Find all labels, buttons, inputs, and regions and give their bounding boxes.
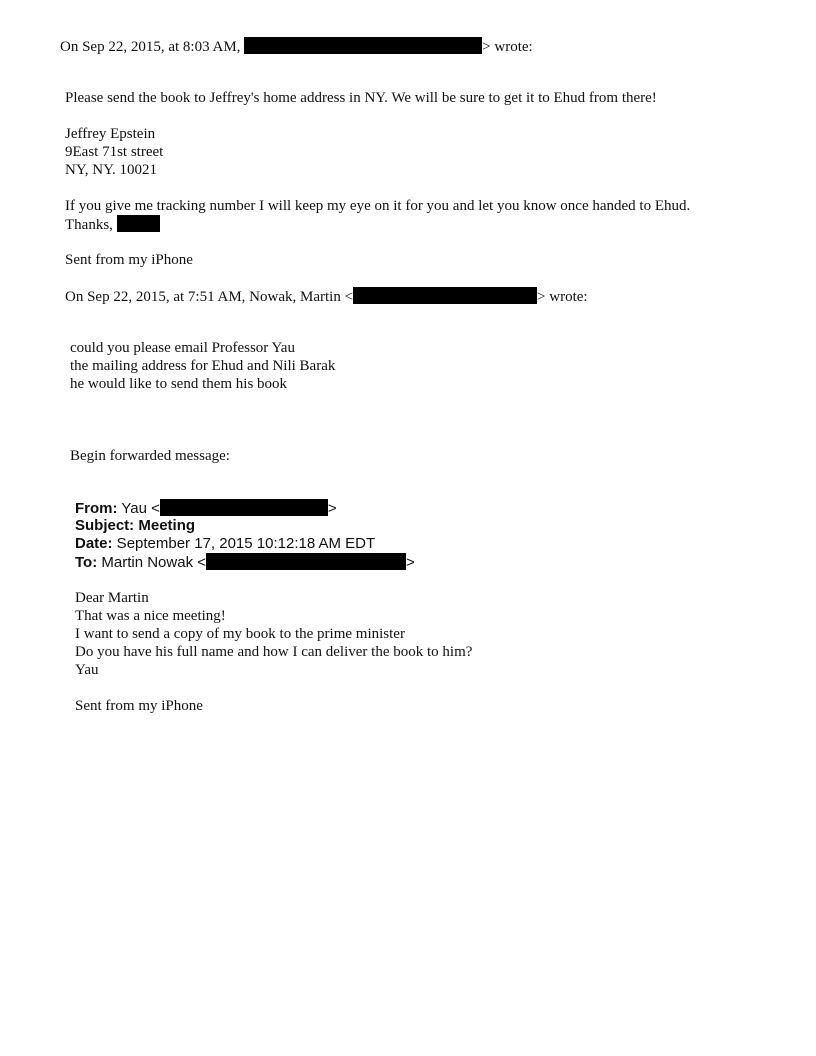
date-label: Date: — [75, 535, 113, 552]
reply2-line: could you please email Professor Yau — [70, 340, 295, 356]
forwarded-body-line: That was a nice meeting! — [75, 608, 226, 624]
reply1-header-suffix: > wrote: — [482, 39, 533, 55]
address-city: NY, NY. 10021 — [65, 162, 157, 178]
to-value-prefix: Martin Nowak < — [97, 554, 207, 571]
forwarded-body-line: Do you have his full name and how I can deliver the book to him? — [75, 644, 473, 660]
forwarded-body-line: Yau — [75, 662, 99, 678]
to-value-suffix: > — [406, 554, 415, 571]
reply1-body-line: Please send the book to Jeffrey's home address in NY. We will be sure to get it to Ehud from there! — [65, 90, 657, 106]
address-name: Jeffrey Epstein — [65, 126, 156, 142]
forwarded-subject — [75, 517, 195, 535]
thanks-line — [65, 215, 160, 234]
forwarded-date — [75, 535, 375, 553]
subject-value: Meeting — [134, 517, 196, 534]
forwarded-from — [75, 499, 337, 518]
reply1-signature: Sent from my iPhone — [65, 252, 193, 268]
reply1-header-prefix: On Sep 22, 2015, at 8:03 AM, — [60, 39, 245, 55]
subject-label: Subject: — [75, 517, 135, 534]
forwarded-body-line: I want to send a copy of my book to the prime minister — [75, 626, 405, 642]
redaction-box — [244, 37, 482, 54]
reply2-header — [65, 287, 588, 306]
reply1-header — [60, 37, 533, 56]
tracking-line: If you give me tracking number I will keep my eye on it for you and let you know once handed to Ehud. — [65, 198, 691, 214]
reply2-header-suffix: > wrote: — [537, 289, 588, 305]
from-label: From: — [75, 500, 118, 517]
date-value: September 17, 2015 10:12:18 AM EDT — [112, 535, 376, 552]
reply2-line: the mailing address for Ehud and Nili Barak — [70, 358, 336, 374]
forwarded-label: Begin forwarded message: — [70, 448, 230, 464]
reply2-header-prefix: On Sep 22, 2015, at 7:51 AM, Nowak, Martin < — [65, 289, 354, 305]
redaction-box — [353, 287, 537, 304]
forwarded-body-line: Dear Martin — [75, 590, 149, 606]
forwarded-signature: Sent from my iPhone — [75, 698, 203, 714]
redaction-box — [160, 499, 328, 516]
to-label: To: — [75, 554, 98, 571]
forwarded-to — [75, 553, 415, 572]
redaction-box — [206, 553, 406, 570]
thanks-text: Thanks, — [65, 217, 117, 233]
redaction-box — [117, 215, 160, 232]
from-value-prefix: Yau < — [117, 500, 160, 517]
address-street: 9East 71st street — [65, 144, 164, 160]
reply2-line: he would like to send them his book — [70, 376, 288, 392]
from-value-suffix: > — [327, 500, 337, 517]
